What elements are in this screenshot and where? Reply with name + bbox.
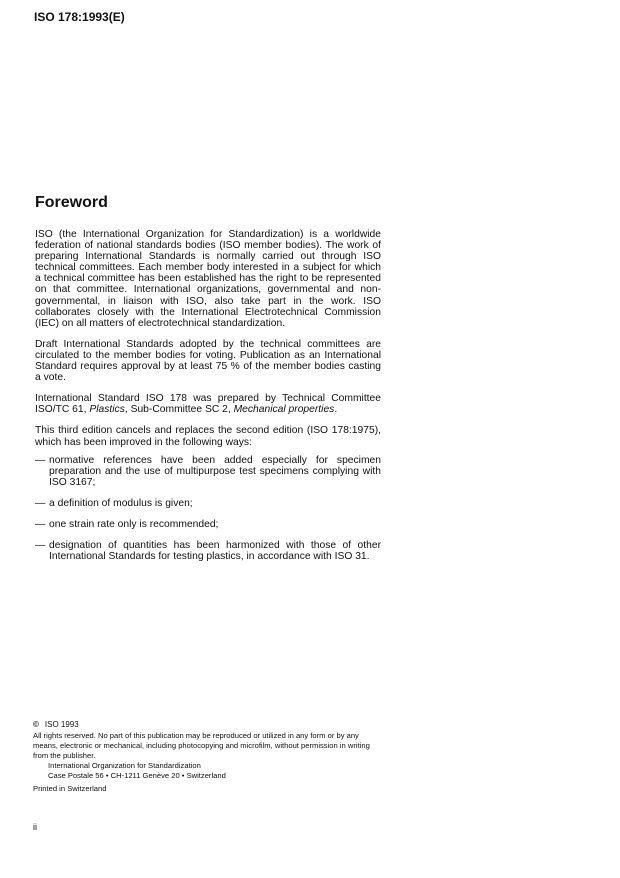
dash-bullet: — — [35, 540, 46, 552]
list-item-text: one strain rate only is recommended; — [49, 518, 219, 530]
committee-name: Plastics — [89, 404, 125, 416]
copyright-line — [33, 720, 385, 730]
paragraph-draft-standards: Draft International Standards adopted by the technical committees are circulated to the member bodies for voting. Publication as an International Standard requires approval by at least 75 % of the member bodies casting a vote. — [35, 338, 381, 384]
paragraph-prepared-by — [35, 393, 381, 415]
dash-bullet: — — [35, 497, 46, 509]
copyright-symbol: © — [33, 720, 39, 729]
organization-address: Case Postale 56 • CH-1211 Genève 20 • Switzerland — [48, 771, 226, 780]
rights-notice: All rights reserved. No part of this publication may be reproduced or utilized in any form or by any means, electronic or mechanical, including photocopying and microfilm, without permission in writing from the publisher. — [33, 731, 370, 760]
foreword-body — [35, 229, 381, 572]
section-title: Foreword — [35, 194, 108, 211]
dash-bullet: — — [35, 454, 46, 466]
printed-notice: Printed in Switzerland — [33, 784, 107, 793]
list-item — [35, 498, 381, 509]
list-item — [35, 519, 381, 530]
document-header: ISO 178:1993(E) — [34, 10, 125, 24]
paragraph-iso-intro: ISO (the International Organization for Standardization) is a worldwide federation of national standards bodies (ISO member bodies). The work of preparing International Standards is normally carried out through ISO technical committees. Each member body interested in a subject for which a technical committee has been established has the right to be represented on that committee. International organizations, governmental and non-governmental, in liaison with ISO, also take part in the work. ISO collaborates closely with the International Electrotechnical Commission (IEC) on all matters of electrotechnical standardization. — [35, 229, 381, 329]
prepared-text-start: International Standard ISO 178 was prepared by Technical Committee ISO/TC 61, — [35, 393, 381, 416]
list-item — [35, 455, 381, 488]
prepared-text-middle: , Sub-Committee SC 2, — [124, 404, 234, 416]
improvements-list — [35, 455, 381, 563]
prepared-text-end: . — [334, 404, 338, 416]
list-item-text: a definition of modulus is given; — [49, 497, 193, 509]
page-number: ii — [33, 822, 37, 832]
list-item — [35, 540, 381, 562]
list-item-text: normative references have been added especially for specimen preparation and the use of multipurpose test specimens complying with ISO 3167; — [49, 454, 381, 488]
dash-bullet: — — [35, 518, 46, 530]
subcommittee-name: Mechanical properties — [233, 404, 335, 416]
copyright-footer — [33, 720, 385, 794]
list-item-text: designation of quantities has been harmonized with those of other International Standards for testing plastics, in accordance with ISO 31. — [49, 540, 381, 563]
organization-name: International Organization for Standardization — [48, 761, 201, 770]
copyright-text: ISO 1993 — [44, 720, 79, 729]
paragraph-edition: This third edition cancels and replaces the second edition (ISO 178:1975), which has been improved in the following ways: — [35, 425, 381, 448]
